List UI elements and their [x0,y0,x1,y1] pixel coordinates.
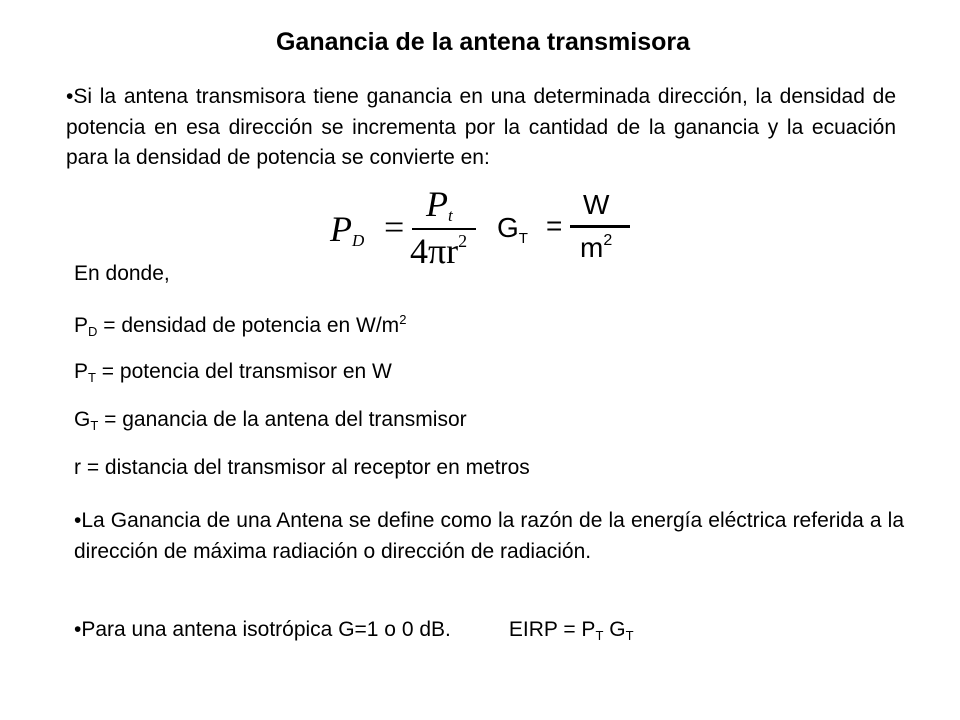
formula-unit-denominator: $m^2$ [580,232,613,263]
eirp-formula: EIRP = $P_T$ $G_T$ [508,618,634,643]
formula-unit-bar [570,225,630,228]
formula-lhs: $P_D$ [330,209,365,250]
intro-paragraph: •Si la antena transmisora tiene ganancia en una determinada dirección, la densidad de potencia en esa dirección se incrementa por la cantidad de la ganancia y la ecuación para la densidad de potencia se convierte en: [66,85,896,169]
formula-unit-numerator: W [583,189,610,220]
formula-equals: = [384,207,405,247]
gain-definition-paragraph: •La Ganancia de una Antena se define como la razón de la energía eléctrica referida a la dirección de máxima radiación o dirección de radiación. [74,509,904,563]
definition-gt: $G_T$ = ganancia de la antena del transmisor [74,408,467,433]
isotropic-line: •Para una antena isotrópica G=1 o 0 dB. EIRP = $P_T$ $G_T$ [74,618,634,643]
definition-r: r = distancia del transmisor al receptor en metros [74,456,530,479]
slide-title: Ganancia de la antena transmisora [275,28,691,56]
formula-equals-2: = [546,210,563,241]
formula-numerator: $P_t$ [426,184,453,225]
definitions-intro: En donde, [74,262,170,285]
formula-gain: $G_T$ [497,212,528,247]
formula-denominator: $4\pi r^2$ [410,231,468,271]
definition-pt: $P_T$ = potencia del transmisor en W [74,360,392,385]
definition-pd: $P_D$ = densidad de potencia en $W/m^2$ [74,312,407,339]
